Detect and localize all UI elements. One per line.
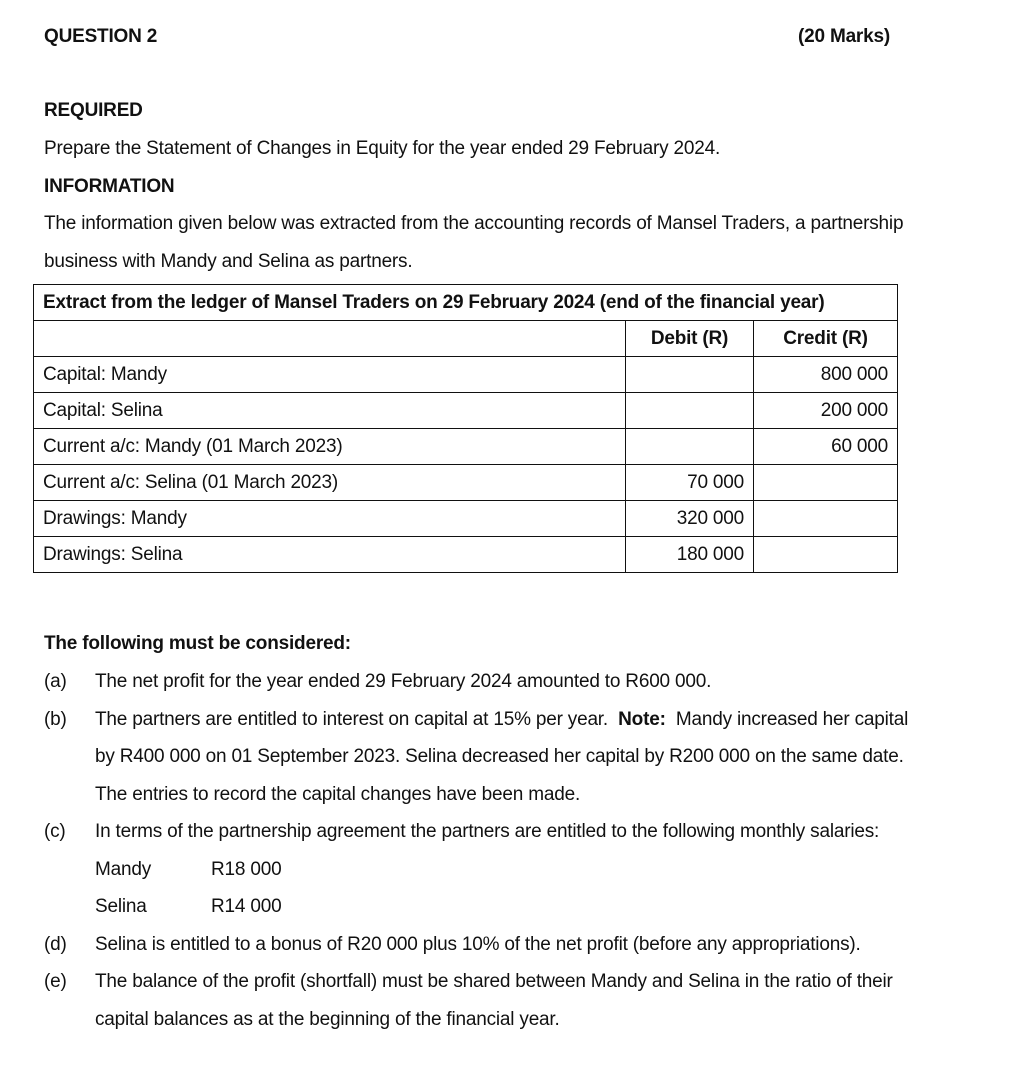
- information-heading: INFORMATION: [44, 176, 175, 197]
- item-b-line-1-start: The partners are entitled to interest on capital at 15% per year.: [95, 709, 608, 730]
- credit-cell: 200 000: [754, 393, 898, 429]
- ledger-header-row: [34, 321, 898, 357]
- credit-cell: 800 000: [754, 357, 898, 393]
- item-e-line-2: capital balances as at the beginning of the financial year.: [95, 1009, 560, 1030]
- salary-amount-selina: R14 000: [211, 896, 282, 917]
- information-line-1: The information given below was extracted from the accounting records of Mansel Traders, a partnership: [44, 213, 904, 234]
- question-title: QUESTION 2: [44, 26, 158, 47]
- debit-cell: [626, 357, 754, 393]
- ledger-table: [33, 284, 898, 573]
- ledger-caption-row: [34, 285, 898, 321]
- item-d-text: Selina is entitled to a bonus of R20 000 plus 10% of the net profit (before any appropriations).: [95, 934, 861, 955]
- item-b-line-2: by R400 000 on 01 September 2023. Selina decreased her capital by R200 000 on the same date.: [95, 746, 904, 767]
- account-cell: Drawings: Selina: [34, 537, 626, 573]
- debit-cell: [626, 393, 754, 429]
- table-row: [34, 429, 898, 465]
- considerations-heading: The following must be considered:: [44, 633, 351, 654]
- salary-name-mandy: Mandy: [95, 859, 152, 880]
- header-account: [34, 321, 626, 357]
- item-a-text: The net profit for the year ended 29 February 2024 amounted to R600 000.: [95, 671, 712, 692]
- debit-cell: 320 000: [626, 501, 754, 537]
- credit-cell: [754, 537, 898, 573]
- ledger-title: Extract from the ledger of Mansel Traders on 29 February 2024 (end of the financial year): [34, 285, 898, 321]
- item-e-line-1: The balance of the profit (shortfall) must be shared between Mandy and Selina in the ratio of their: [95, 971, 893, 992]
- account-cell: Drawings: Mandy: [34, 501, 626, 537]
- account-cell: Current a/c: Mandy (01 March 2023): [34, 429, 626, 465]
- required-text: Prepare the Statement of Changes in Equity for the year ended 29 February 2024.: [44, 138, 721, 159]
- information-line-2: business with Mandy and Selina as partners.: [44, 251, 413, 272]
- item-b-line-1: [95, 709, 908, 731]
- debit-cell: 180 000: [626, 537, 754, 573]
- item-a-label: (a): [44, 671, 67, 692]
- item-d-label: (d): [44, 934, 67, 955]
- question-marks: (20 Marks): [798, 26, 890, 47]
- salary-name-selina: Selina: [95, 896, 147, 917]
- table-row: [34, 465, 898, 501]
- table-row: [34, 501, 898, 537]
- account-cell: Current a/c: Selina (01 March 2023): [34, 465, 626, 501]
- header-credit: Credit (R): [754, 321, 898, 357]
- table-row: [34, 393, 898, 429]
- table-row: [34, 357, 898, 393]
- note-label: Note:: [618, 709, 666, 730]
- salary-amount-mandy: R18 000: [211, 859, 282, 880]
- item-b-line-1-end: Mandy increased her capital: [675, 709, 909, 730]
- item-c-text: In terms of the partnership agreement the partners are entitled to the following monthly salaries:: [95, 821, 880, 842]
- table-row: [34, 537, 898, 573]
- required-heading: REQUIRED: [44, 100, 143, 121]
- item-b-label: (b): [44, 709, 67, 730]
- debit-cell: 70 000: [626, 465, 754, 501]
- debit-cell: [626, 429, 754, 465]
- item-b-line-3: The entries to record the capital changes have been made.: [95, 784, 581, 805]
- credit-cell: 60 000: [754, 429, 898, 465]
- credit-cell: [754, 501, 898, 537]
- header-debit: Debit (R): [626, 321, 754, 357]
- item-c-label: (c): [44, 821, 66, 842]
- credit-cell: [754, 465, 898, 501]
- account-cell: Capital: Selina: [34, 393, 626, 429]
- item-e-label: (e): [44, 971, 67, 992]
- account-cell: Capital: Mandy: [34, 357, 626, 393]
